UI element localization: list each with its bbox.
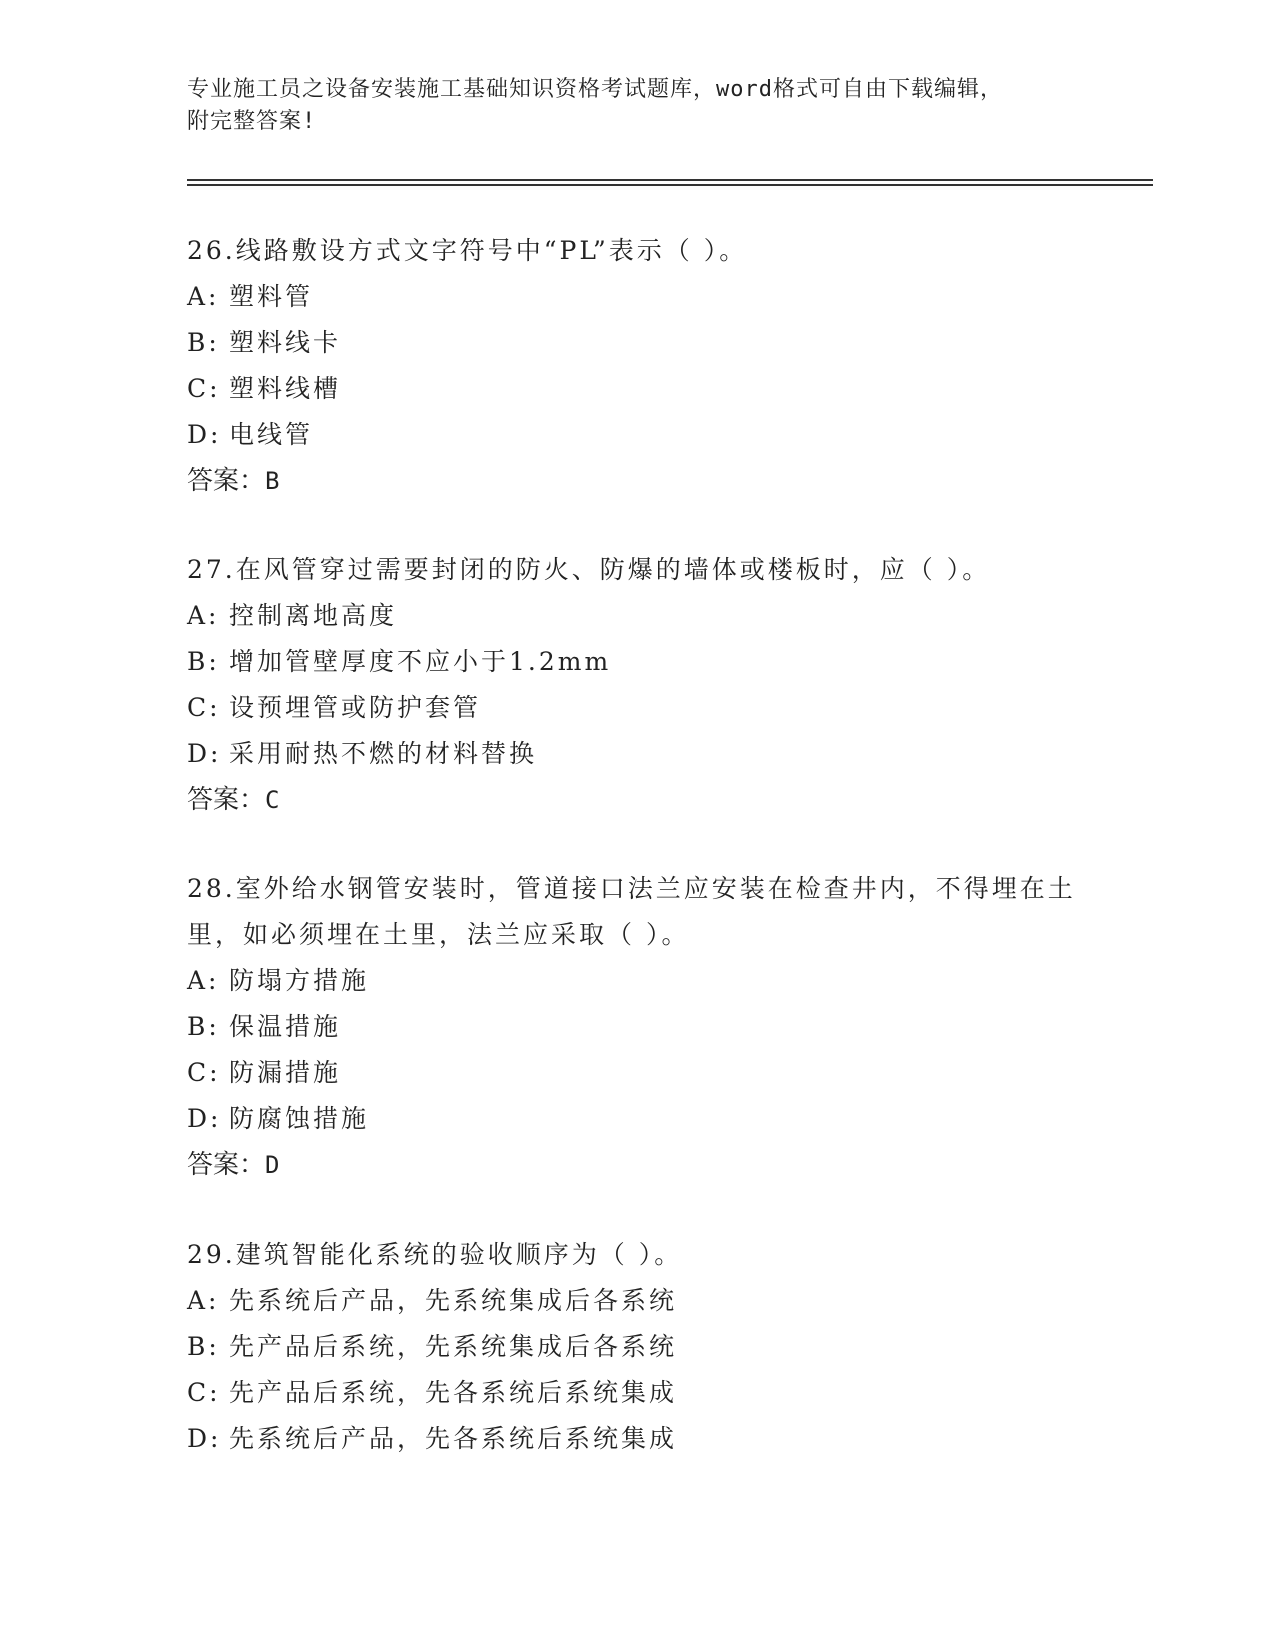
option-d bbox=[187, 412, 1087, 458]
question-26 bbox=[187, 228, 1087, 504]
option-text: 采用耐热不燃的材料替换 bbox=[229, 739, 538, 768]
option-c bbox=[187, 1050, 1087, 1096]
option-letter: A: bbox=[187, 966, 220, 995]
option-text: 塑料线槽 bbox=[229, 374, 342, 403]
option-text: 电线管 bbox=[229, 420, 314, 449]
answer-label: 答案： bbox=[187, 1150, 266, 1180]
option-letter: B: bbox=[187, 1332, 220, 1361]
option-a bbox=[187, 958, 1087, 1004]
header-divider-top bbox=[187, 179, 1153, 181]
option-letter: A: bbox=[187, 601, 220, 630]
option-text: 控制离地高度 bbox=[229, 601, 398, 630]
option-text: 保温措施 bbox=[229, 1012, 342, 1041]
document-header bbox=[187, 74, 1087, 138]
option-letter: A: bbox=[187, 1286, 220, 1315]
option-b bbox=[187, 1004, 1087, 1050]
option-letter: C: bbox=[187, 693, 221, 722]
option-a bbox=[187, 1278, 1087, 1324]
option-text: 先系统后产品，先系统集成后各系统 bbox=[229, 1286, 678, 1315]
option-letter: C: bbox=[187, 1058, 221, 1087]
option-d bbox=[187, 1416, 1087, 1462]
option-letter: B: bbox=[187, 328, 220, 357]
option-text: 增加管壁厚度不应小于1.2mm bbox=[229, 647, 612, 676]
question-text: 28.室外给水钢管安装时，管道接口法兰应安装在检查井内，不得埋在土里，如必须埋在土里，法兰应采取（ ）。 bbox=[187, 874, 1076, 949]
option-letter: D: bbox=[187, 1424, 222, 1453]
option-text: 防腐蚀措施 bbox=[229, 1104, 370, 1133]
question-text: 29.建筑智能化系统的验收顺序为（ ）。 bbox=[187, 1240, 683, 1269]
question-28 bbox=[187, 866, 1087, 1188]
option-letter: C: bbox=[187, 1378, 221, 1407]
option-letter: A: bbox=[187, 282, 220, 311]
option-c bbox=[187, 685, 1087, 731]
option-text: 防漏措施 bbox=[229, 1058, 342, 1087]
header-divider-bottom bbox=[187, 184, 1153, 186]
option-text: 设预埋管或防护套管 bbox=[229, 693, 482, 722]
question-27 bbox=[187, 547, 1087, 823]
option-b bbox=[187, 320, 1087, 366]
option-b bbox=[187, 1324, 1087, 1370]
option-c bbox=[187, 1370, 1087, 1416]
question-29 bbox=[187, 1232, 1087, 1462]
option-letter: D: bbox=[187, 1104, 222, 1133]
answer-line bbox=[187, 458, 1087, 504]
option-text: 先系统后产品，先各系统后系统集成 bbox=[229, 1424, 678, 1453]
answer-line bbox=[187, 1142, 1087, 1188]
answer-line bbox=[187, 777, 1087, 823]
question-text: 27.在风管穿过需要封闭的防火、防爆的墙体或楼板时，应（ ）。 bbox=[187, 555, 991, 584]
option-text: 塑料线卡 bbox=[229, 328, 342, 357]
option-d bbox=[187, 1096, 1087, 1142]
answer-value: B bbox=[265, 467, 280, 495]
option-text: 防塌方措施 bbox=[229, 966, 370, 995]
option-text: 先产品后系统，先各系统后系统集成 bbox=[229, 1378, 678, 1407]
answer-value: D bbox=[265, 1151, 280, 1179]
option-a bbox=[187, 274, 1087, 320]
option-letter: B: bbox=[187, 1012, 220, 1041]
answer-label: 答案： bbox=[187, 466, 266, 496]
option-letter: B: bbox=[187, 647, 220, 676]
option-d bbox=[187, 731, 1087, 777]
option-letter: C: bbox=[187, 374, 221, 403]
option-b bbox=[187, 639, 1087, 685]
option-c bbox=[187, 366, 1087, 412]
header-line-2: 附完整答案! bbox=[187, 109, 317, 134]
option-text: 先产品后系统，先系统集成后各系统 bbox=[229, 1332, 678, 1361]
answer-label: 答案： bbox=[187, 785, 266, 815]
option-text: 塑料管 bbox=[229, 282, 314, 311]
option-a bbox=[187, 593, 1087, 639]
option-letter: D: bbox=[187, 420, 222, 449]
option-letter: D: bbox=[187, 739, 222, 768]
question-text: 26.线路敷设方式文字符号中“PL”表示（ ）。 bbox=[187, 236, 748, 265]
header-line-1: 专业施工员之设备安装施工基础知识资格考试题库，word格式可自由下载编辑， bbox=[187, 77, 1003, 102]
answer-value: C bbox=[265, 786, 280, 814]
